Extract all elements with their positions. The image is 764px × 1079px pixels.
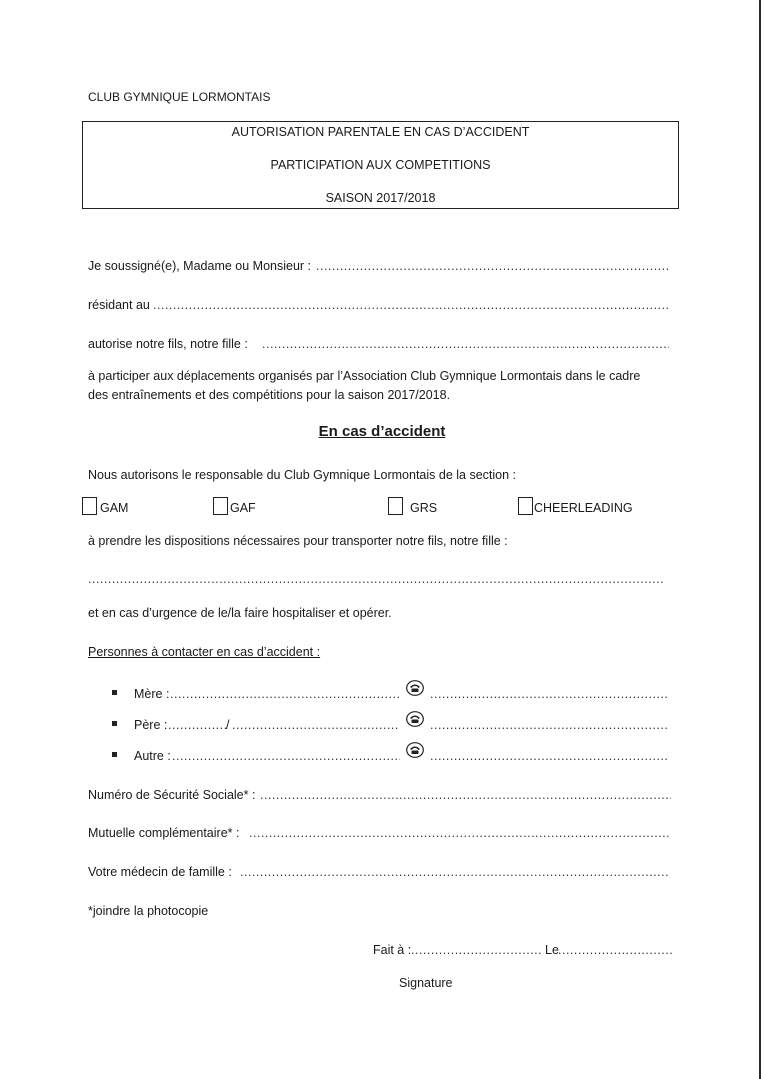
participation-line-2: des entraînements et des compétitions pour la saison 2017/2018. (88, 388, 451, 402)
residant-field[interactable] (153, 297, 669, 313)
residant-label: résidant au (88, 298, 150, 312)
checkbox-gaf[interactable] (213, 497, 228, 515)
contact-pere-separator: / (226, 718, 230, 732)
checkbox-gam[interactable] (82, 497, 97, 515)
accident-title: En cas d’accident (318, 423, 446, 440)
section-gaf-label: GAF (230, 501, 256, 515)
contact-pere-name-field-2[interactable] (232, 717, 400, 733)
dispositions-text: à prendre les dispositions nécessaires pour transporter notre fils, notre fille : (88, 534, 508, 548)
contact-pere-phone-field[interactable] (430, 717, 667, 733)
header-line-1: AUTORISATION PARENTALE EN CAS D’ACCIDENT (231, 125, 530, 139)
contact-autre-phone-field[interactable] (430, 748, 667, 764)
secu-label: Numéro de Sécurité Sociale* : (88, 788, 256, 802)
header-line-2: PARTICIPATION AUX COMPETITIONS (270, 158, 491, 172)
mutuelle-label: Mutuelle complémentaire* : (88, 826, 240, 840)
phone-icon (406, 680, 424, 696)
child-name-field[interactable] (88, 571, 664, 587)
checkbox-cheerleading[interactable] (518, 497, 533, 515)
medecin-label: Votre médecin de famille : (88, 865, 232, 879)
soussigne-field[interactable] (316, 258, 669, 274)
participation-line-1: à participer aux déplacements organisés par l’Association Club Gymnique Lormontais dans le cadre (88, 369, 641, 383)
mutuelle-field[interactable] (249, 825, 671, 841)
contact-mere-name-field[interactable] (170, 686, 400, 702)
contact-mere-label: Mère : (134, 687, 170, 701)
club-name: CLUB GYMNIQUE LORMONTAIS (88, 90, 271, 104)
phone-icon (406, 742, 424, 758)
contact-autre-name-field[interactable] (172, 748, 400, 764)
bullet-mere (112, 690, 117, 695)
contact-autre-label: Autre : (134, 749, 171, 763)
bullet-pere (112, 721, 117, 726)
autorisons-text: Nous autorisons le responsable du Club Gymnique Lormontais de la section : (88, 468, 517, 482)
fait-a-label: Fait à : (373, 943, 412, 957)
checkbox-grs[interactable] (388, 497, 403, 515)
header-box (82, 121, 679, 209)
photocopie-note: *joindre la photocopie (88, 904, 209, 918)
contact-mere-phone-field[interactable] (430, 686, 667, 702)
bullet-autre (112, 752, 117, 757)
soussigne-label: Je soussigné(e), Madame ou Monsieur : (88, 259, 312, 273)
urgence-text: et en cas d’urgence de le/la faire hospitaliser et opérer. (88, 606, 392, 620)
medecin-field[interactable] (240, 864, 670, 880)
date-field[interactable] (558, 942, 672, 958)
fait-a-field[interactable] (411, 942, 541, 958)
header-line-3: SAISON 2017/2018 (325, 191, 436, 205)
autorise-field[interactable] (262, 336, 669, 352)
contacts-title: Personnes à contacter en cas d’accident : (88, 645, 321, 659)
section-gam-label: GAM (100, 501, 129, 515)
section-cheerleading-label: CHEERLEADING (534, 501, 633, 515)
section-grs-label: GRS (410, 501, 438, 515)
contact-pere-name-field-1[interactable] (168, 717, 226, 733)
phone-icon (406, 711, 424, 727)
contact-pere-label: Père : (134, 718, 168, 732)
secu-field[interactable] (260, 787, 671, 803)
page-edge-line (759, 0, 761, 1079)
autorise-label: autorise notre fils, notre fille : (88, 337, 248, 351)
signature-label: Signature (399, 976, 453, 990)
le-label: Le (545, 943, 559, 957)
